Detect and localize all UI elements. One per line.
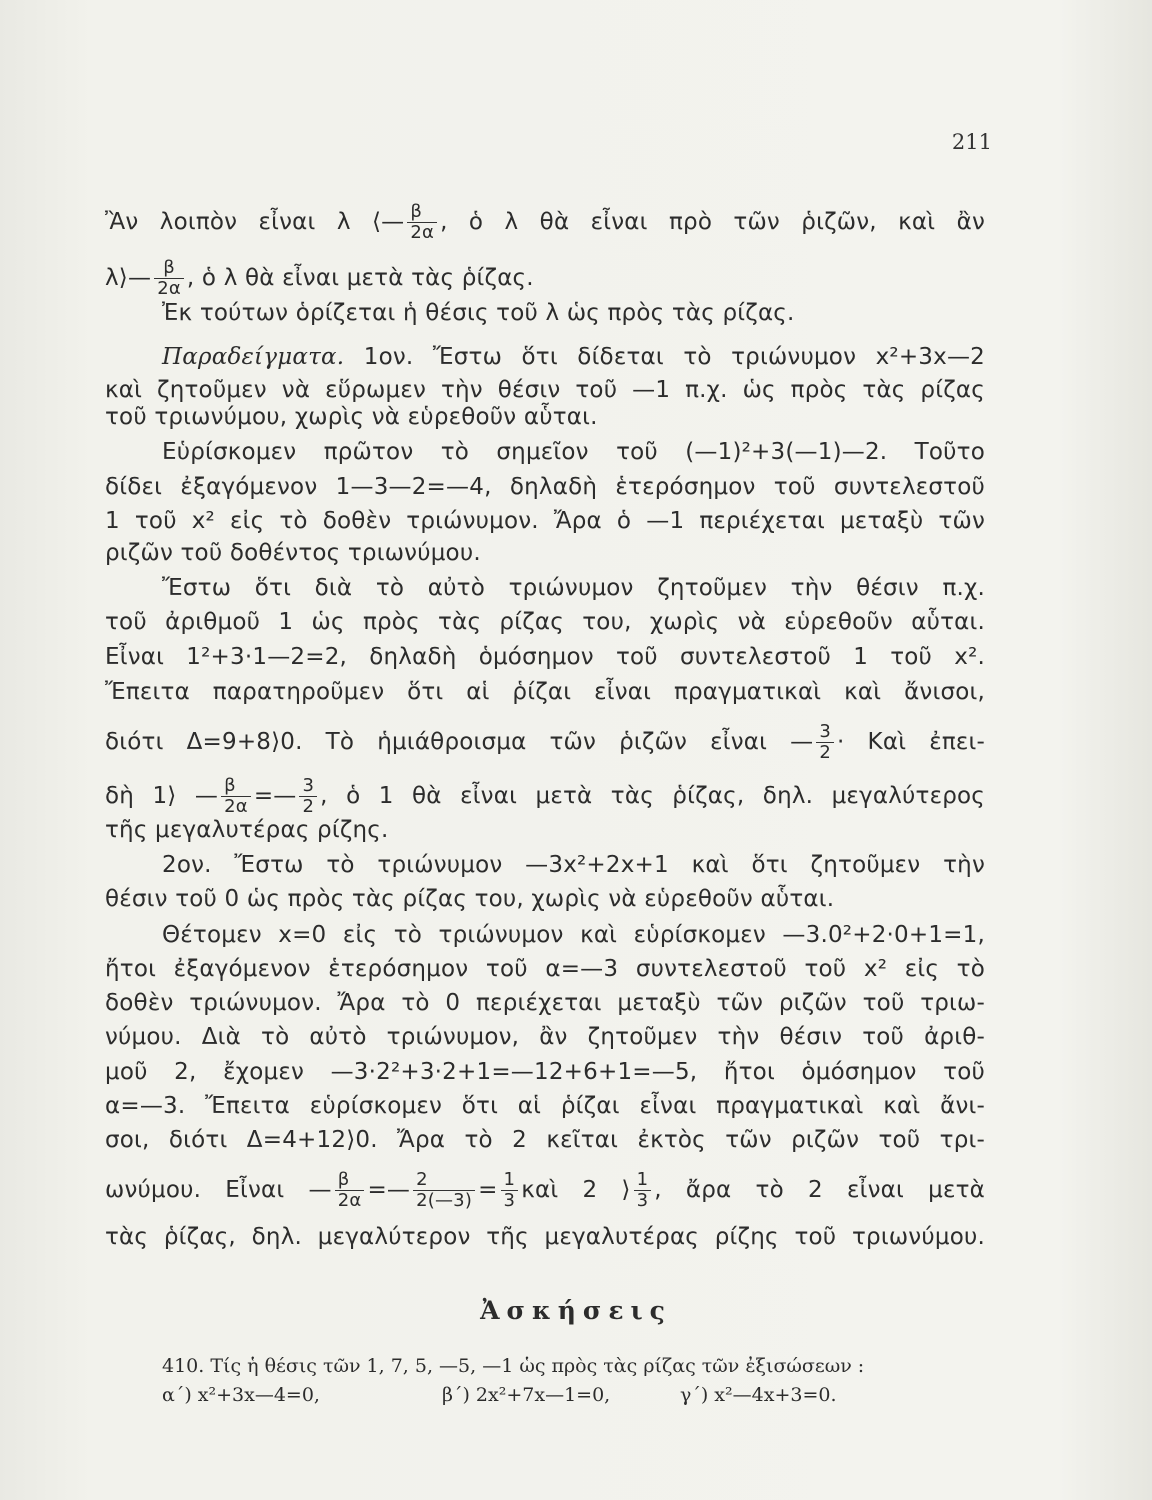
text-fragment: =— — [253, 783, 297, 809]
text-fragment: =— — [367, 1177, 411, 1203]
text-line — [105, 202, 985, 243]
text-line: σοι, διότι Δ=4+12⟩0. Ἄρα τὸ 2 κεῖται ἐκτὸς τῶν ριζῶν τοῦ τρι- — [105, 1127, 985, 1153]
fraction — [413, 1170, 475, 1211]
text-line: 2ον. Ἔστω τὸ τριώνυμον —3x²+2x+1 καὶ ὅτι ζητοῦμεν τὴν — [162, 852, 985, 878]
text-line — [162, 342, 985, 372]
exercise-410-b: β΄) 2x²+7x—1=0, — [442, 1384, 611, 1406]
fraction — [816, 722, 834, 763]
text-fragment: , ὁ λ θὰ εἶναι μετὰ τὰς ῥίζας. — [186, 265, 534, 291]
text-line — [105, 776, 985, 817]
text-line: α=—3. Ἔπειτα εὑρίσκομεν ὅτι αἱ ῥίζαι εἶναι πραγματικαὶ καὶ ἄνι- — [105, 1093, 985, 1119]
text-fragment: , ὁ λ θὰ εἶναι πρὸ τῶν ῥιζῶν, καὶ ἂν — [440, 209, 985, 235]
text-line — [105, 258, 985, 299]
text-line: δίδει ἐξαγόμενον 1—3—2=—4, δηλαδὴ ἑτερόσημον τοῦ συντελεστοῦ — [105, 474, 985, 500]
text-line: τοῦ τριωνύμου, χωρὶς νὰ εὑρεθοῦν αὗται. — [105, 404, 598, 430]
text-line: δοθὲν τριώνυμον. Ἄρα τὸ 0 περιέχεται μεταξὺ τῶν ριζῶν τοῦ τριω- — [105, 990, 985, 1016]
text-line: Θέτομεν x=0 εἰς τὸ τριώνυμον καὶ εὑρίσκομεν —3.0²+2·0+1=1, — [162, 922, 985, 948]
fraction-denominator: 2α — [407, 222, 437, 243]
text-line: Εὑρίσκομεν πρῶτον τὸ σημεῖον τοῦ (—1)²+3(—1)—2. Τοῦτο — [162, 439, 985, 465]
fraction-numerator: 1 — [503, 1169, 516, 1190]
examples-label: Παραδείγματα. — [162, 344, 345, 370]
text-fragment: 1ον. Ἔστω ὅτι δίδεται τὸ τριώνυμον x²+3x—2 — [344, 344, 985, 370]
fraction-denominator: 2 — [299, 796, 317, 817]
text-fragment: καὶ 2 ⟩ — [521, 1177, 631, 1203]
text-line: Εἶναι 1²+3·1—2=2, δηλαδὴ ὁμόσημον τοῦ συντελεστοῦ 1 τοῦ x². — [105, 644, 985, 670]
fraction — [335, 1170, 365, 1211]
exercise-410: 410. Τίς ἡ θέσις τῶν 1, 7, 5, —5, —1 ὡς πρὸς τὰς ρίζας τῶν ἐξισώσεων : — [162, 1355, 865, 1377]
fraction — [299, 776, 317, 817]
text-fragment: , ὁ 1 θὰ εἶναι μετὰ τὰς ῥίζας, δηλ. μεγαλύτερος — [320, 783, 985, 809]
text-line: νύμου. Διὰ τὸ αὐτὸ τριώνυμον, ἂν ζητοῦμεν τὴν θέσιν τοῦ ἀριθ- — [105, 1024, 985, 1050]
fraction-denominator: 3 — [634, 1190, 652, 1211]
text-line: ἤτοι ἐξαγόμενον ἑτερόσημον τοῦ α=—3 συντελεστοῦ τοῦ x² εἰς τὸ — [105, 956, 985, 982]
text-fragment: διότι Δ=9+8⟩0. Τὸ ἡμιάθροισμα τῶν ῥιζῶν εἶναι — — [105, 729, 814, 755]
text-line: τῆς μεγαλυτέρας ρίζης. — [105, 817, 389, 843]
text-line: τοῦ ἀριθμοῦ 1 ὡς πρὸς τὰς ρίζας του, χωρὶς νὰ εὑρεθοῦν αὗται. — [105, 609, 985, 635]
fraction — [407, 202, 437, 243]
fraction-numerator: β — [337, 1169, 350, 1190]
fraction-numerator: β — [410, 201, 423, 222]
text-line — [105, 1170, 985, 1211]
fraction-denominator: 2 — [816, 742, 834, 763]
fraction-denominator: 2α — [154, 278, 184, 299]
exercise-410-c: γ΄) x²—4x+3=0. — [680, 1384, 837, 1406]
fraction-numerator: 2 — [416, 1169, 428, 1190]
text-line: καὶ ζητοῦμεν νὰ εὕρωμεν τὴν θέσιν τοῦ —1 π.χ. ὡς πρὸς τὰς ρίζας — [105, 377, 985, 403]
text-fragment: λ⟩— — [105, 265, 152, 291]
fraction-numerator: 3 — [819, 721, 832, 742]
text-fragment: · Καὶ ἐπει- — [837, 729, 986, 755]
text-line: 1 τοῦ x² εἰς τὸ δοθὲν τριώνυμον. Ἄρα ὁ —1 περιέχεται μεταξὺ τῶν — [105, 508, 985, 534]
fraction — [154, 258, 184, 299]
fraction-denominator: 2α — [221, 796, 251, 817]
text-line: μοῦ 2, ἔχομεν —3·2²+3·2+1=—12+6+1=—5, ἤτοι ὁμόσημον τοῦ — [105, 1059, 985, 1085]
text-fragment: δὴ 1⟩ — — [105, 783, 219, 809]
page-number: 211 — [951, 130, 992, 154]
text-line: Ἔστω ὅτι διὰ τὸ αὐτὸ τριώνυμον ζητοῦμεν τὴν θέσιν π.χ. — [162, 575, 985, 601]
text-line: Ἐκ τούτων ὁρίζεται ἡ θέσις τοῦ λ ὡς πρὸς τὰς ρίζας. — [162, 300, 795, 326]
fraction — [501, 1170, 519, 1211]
exercises-heading: Ἀσκήσεις — [480, 1296, 672, 1325]
text-fragment: = — [478, 1177, 498, 1203]
fraction-numerator: β — [224, 775, 236, 796]
fraction-denominator: 3 — [501, 1190, 519, 1211]
fraction-numerator: 1 — [636, 1169, 649, 1190]
text-line: Ἔπειτα παρατηροῦμεν ὅτι αἱ ῥίζαι εἶναι πραγματικαὶ καὶ ἄνισοι, — [105, 679, 985, 705]
text-line: θέσιν τοῦ 0 ὡς πρὸς τὰς ρίζας του, χωρὶς νὰ εὑρεθοῦν αὗται. — [105, 886, 835, 912]
fraction-numerator: β — [163, 257, 175, 278]
fraction-numerator: 3 — [302, 775, 315, 796]
text-fragment: , ἄρα τὸ 2 εἶναι μετὰ — [654, 1177, 985, 1203]
text-fragment: Ἂν λοιπὸν εἶναι λ ⟨— — [105, 209, 405, 235]
text-line: ριζῶν τοῦ δοθέντος τριωνύμου. — [105, 540, 481, 566]
fraction — [634, 1170, 652, 1211]
exercise-410-a: α΄) x²+3x—4=0, — [162, 1384, 320, 1406]
text-line: τὰς ῥίζας, δηλ. μεγαλύτερον τῆς μεγαλυτέρας ρίζης τοῦ τριωνύμου. — [105, 1224, 985, 1250]
fraction — [221, 776, 251, 817]
text-line — [105, 722, 985, 763]
fraction-denominator: 2(—3) — [413, 1190, 475, 1211]
fraction-denominator: 2α — [335, 1190, 365, 1211]
text-fragment: ωνύμου. Εἶναι — — [105, 1177, 332, 1203]
